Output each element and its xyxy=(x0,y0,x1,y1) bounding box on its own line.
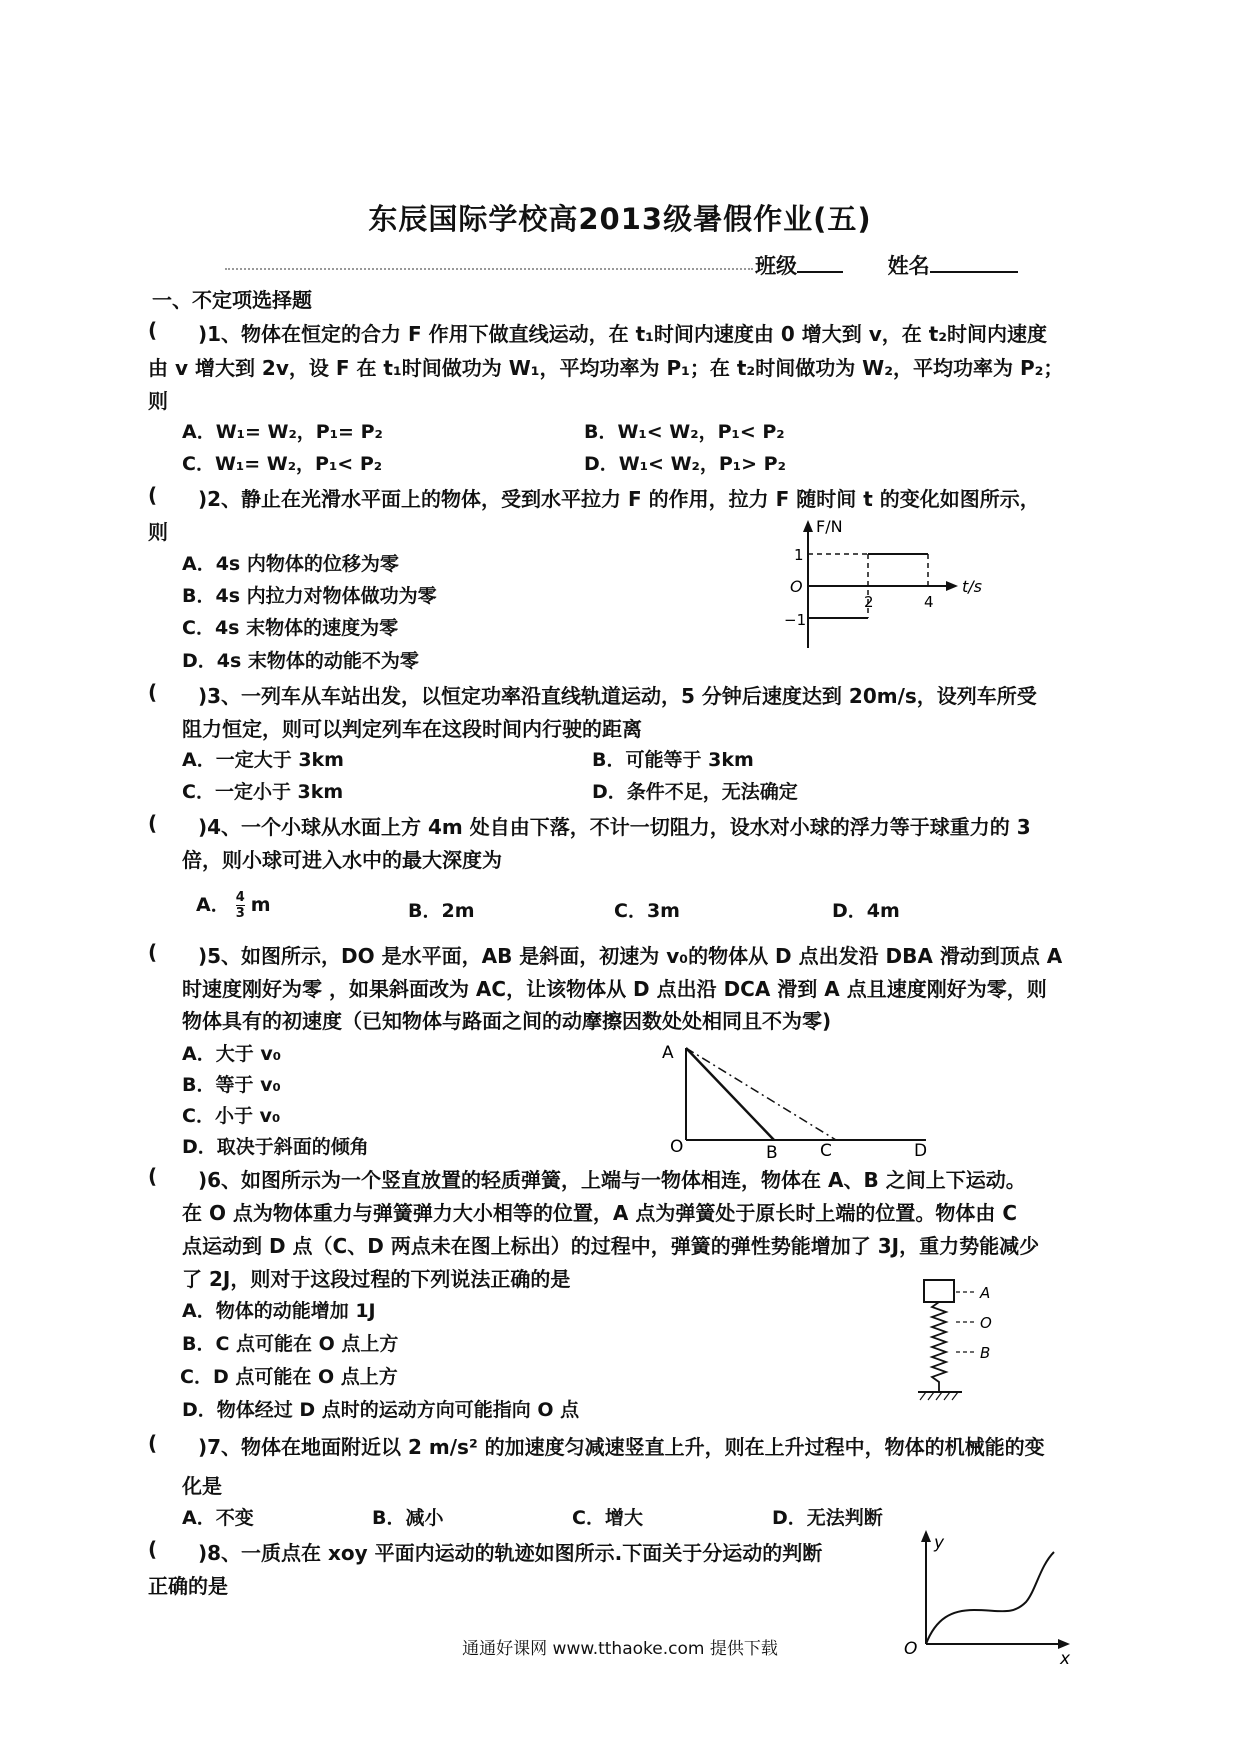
answer-paren: ( xyxy=(148,680,158,704)
q6-line1: )6、如图所示为一个竖直放置的轻质弹簧，上端与一物体相连，物体在 A、B 之间上下运动。 xyxy=(198,1168,1026,1192)
spring-label-a: A xyxy=(980,1284,991,1302)
trajectory-xlabel: x xyxy=(1060,1649,1071,1666)
q1-option-b: B．W₁< W₂，P₁< P₂ xyxy=(584,421,785,443)
trajectory-origin: O xyxy=(904,1639,918,1659)
q2-line1: )2、静止在光滑水平面上的物体，受到水平拉力 F 的作用，拉力 F 随时间 t 的变化如图所示， xyxy=(198,487,1040,511)
q1-line3: 则 xyxy=(148,389,168,413)
point-c-label: C xyxy=(820,1141,832,1160)
name-label: 姓名 xyxy=(887,254,930,278)
q4-line2: 倍，则小球可进入水中的最大深度为 xyxy=(182,848,502,872)
q3-option-a: A．一定大于 3km xyxy=(182,749,344,771)
q6-option-a: A．物体的动能增加 1J xyxy=(182,1300,376,1322)
q5-option-d: D．取决于斜面的倾角 xyxy=(182,1136,369,1158)
q4-option-c: C．3m xyxy=(614,900,680,922)
graph-origin: O xyxy=(790,577,803,596)
q6-line4: 了 2J，则对于这段过程的下列说法正确的是 xyxy=(182,1267,571,1291)
q6-option-d: D．物体经过 D 点时的运动方向可能指向 O 点 xyxy=(182,1399,580,1421)
q3-line1: )3、一列车从车站出发，以恒定功率沿直线轨道运动，5 分钟后速度达到 20m/s，设列车所受 xyxy=(198,684,1037,708)
q2-option-b: B．4s 内拉力对物体做功为零 xyxy=(182,585,437,607)
graph-tick-2: 2 xyxy=(864,593,874,611)
class-blank xyxy=(797,251,843,273)
graph-tick-neg1: −1 xyxy=(784,611,807,629)
q3-option-b: B．可能等于 3km xyxy=(592,749,754,771)
q5-line2: 时速度刚好为零 ，如果斜面改为 AC，让该物体从 D 点出沿 DCA 滑到 A 点且速度刚好为零，则 xyxy=(182,977,1047,1001)
q7-line1: )7、物体在地面附近以 2 m/s² 的加速度匀减速竖直上升，则在上升过程中，物体的机械能的变 xyxy=(198,1435,1045,1459)
q5-line1: )5、如图所示，DO 是水平面，AB 是斜面，初速为 v₀的物体从 D 点出发沿 DBA 滑动到顶点 A xyxy=(198,944,1063,968)
footer-credit: 通通好课网 www.tthaoke.com 提供下载 xyxy=(462,1639,778,1659)
graph-tick-1: 1 xyxy=(794,546,804,564)
student-info xyxy=(755,250,1018,280)
q7-option-a: A．不变 xyxy=(182,1507,254,1529)
q7-option-b: B．减小 xyxy=(372,1507,444,1529)
q8-line2: 正确的是 xyxy=(148,1574,228,1598)
answer-paren: ( xyxy=(148,483,158,507)
q2-option-a: A．4s 内物体的位移为零 xyxy=(182,553,399,575)
point-o-label: O xyxy=(670,1137,684,1157)
q7-option-c: C．增大 xyxy=(572,1507,643,1529)
graph-tick-4: 4 xyxy=(924,593,934,611)
q2-option-d: D．4s 末物体的动能不为零 xyxy=(182,650,419,672)
dotted-divider xyxy=(225,268,753,270)
spring-figure xyxy=(910,1276,1030,1406)
q5-line3: 物体具有的初速度（已知物体与路面之间的动摩擦因数处处相同且不为零) xyxy=(182,1009,832,1033)
point-a-label: A xyxy=(662,1043,674,1063)
point-b-label: B xyxy=(766,1143,778,1160)
spring-label-o: O xyxy=(980,1314,992,1332)
q3-line2: 阻力恒定，则可以判定列车在这段时间内行驶的距离 xyxy=(182,717,642,741)
point-d-label: D xyxy=(914,1141,928,1160)
graph-ylabel: F/N xyxy=(816,518,843,536)
answer-paren: ( xyxy=(148,1164,158,1188)
q2-option-c: C．4s 末物体的速度为零 xyxy=(182,617,399,639)
answer-paren: ( xyxy=(148,940,158,964)
q5-option-a: A．大于 v₀ xyxy=(182,1043,282,1065)
q8-line1: )8、一质点在 xoy 平面内运动的轨迹如图所示.下面关于分运动的判断 xyxy=(198,1541,823,1565)
q6-option-b: B．C 点可能在 O 点上方 xyxy=(182,1333,399,1355)
q2-line2: 则 xyxy=(148,520,168,544)
answer-paren: ( xyxy=(148,318,158,342)
incline-figure xyxy=(650,1036,940,1160)
q4-line1: )4、一个小球从水面上方 4m 处自由下落，不计一切阻力，设水对小球的浮力等于球重力的 3 xyxy=(198,815,1031,839)
q4-option-d: D．4m xyxy=(832,900,900,922)
class-label: 班级 xyxy=(755,254,797,278)
force-time-graph xyxy=(780,518,1020,652)
trajectory-ylabel: y xyxy=(934,1533,945,1553)
q7-option-d: D．无法判断 xyxy=(772,1507,883,1529)
graph-xlabel: t/s xyxy=(962,577,982,596)
q3-option-c: C．一定小于 3km xyxy=(182,781,344,803)
q5-option-c: C．小于 v₀ xyxy=(182,1105,281,1127)
q6-line2: 在 O 点为物体重力与弹簧弹力大小相等的位置，A 点为弹簧处于原长时上端的位置。物体由 C xyxy=(182,1201,1018,1225)
q4-option-a: A． $\frac{4}{3}$ m xyxy=(196,890,271,921)
q7-line2: 化是 xyxy=(182,1474,222,1498)
q1-option-a: A．W₁= W₂，P₁= P₂ xyxy=(182,421,383,443)
q6-option-c: C．D 点可能在 O 点上方 xyxy=(180,1366,398,1388)
q5-option-b: B．等于 v₀ xyxy=(182,1074,281,1096)
q1-line1: )1、物体在恒定的合力 F 作用下做直线运动，在 t₁时间内速度由 0 增大到 v，在 t₂时间内速度 xyxy=(198,322,1048,346)
q4-option-b: B．2m xyxy=(408,900,475,922)
q3-option-d: D．条件不足，无法确定 xyxy=(592,781,798,803)
q6-line3: 点运动到 D 点（C、D 两点未在图上标出）的过程中，弹簧的弹性势能增加了 3J，重力势能减少 xyxy=(182,1234,1040,1258)
spring-label-b: B xyxy=(980,1344,991,1362)
q1-line2: 由 v 增大到 2v，设 F 在 t₁时间做功为 W₁，平均功率为 P₁；在 t₂时间做功为 W₂，平均功率为 P₂； xyxy=(148,356,1064,380)
answer-paren: ( xyxy=(148,1537,158,1561)
q1-option-d: D．W₁< W₂，P₁> P₂ xyxy=(584,453,786,475)
fraction: $\frac{4}{3}$ xyxy=(235,890,245,921)
name-blank xyxy=(930,251,1018,273)
q1-option-c: C．W₁= W₂，P₁< P₂ xyxy=(182,453,383,475)
page-title: 东辰国际学校高2013级暑假作业(五) xyxy=(368,202,872,236)
section-heading: 一、不定项选择题 xyxy=(152,288,312,312)
answer-paren: ( xyxy=(148,1431,158,1455)
answer-paren: ( xyxy=(148,811,158,835)
